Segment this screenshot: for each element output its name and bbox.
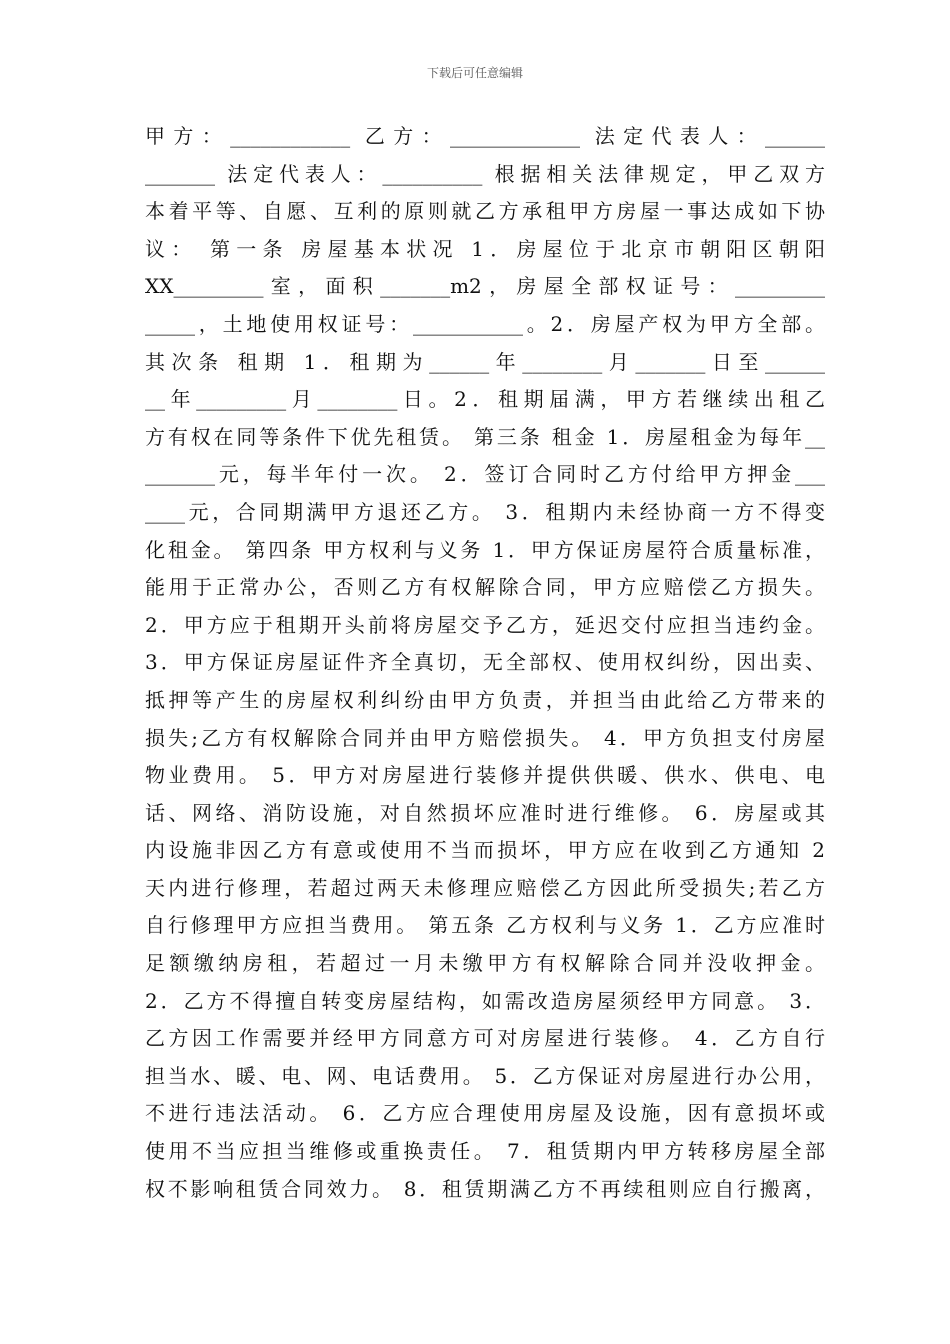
text-line: _____，土地使用权证号：___________。2．房屋产权为甲方全部。 <box>145 311 825 336</box>
text-line: 天内进行修理，若超过两天未修理应赔偿乙方因此所受损失;若乙方 <box>145 875 825 900</box>
text-line: 乙方因工作需要并经甲方同意方可对房屋进行装修。 4．乙方自行 <box>145 1026 825 1051</box>
text-line: 话、网络、消防设施，对自然损坏应准时进行维修。 6．房屋或其 <box>145 800 825 825</box>
text-line: 甲方：____________ 乙方：_____________ 法定代表人：______ <box>145 124 825 148</box>
text-line: 本着平等、自愿、互利的原则就乙方承租甲方房屋一事达成如下协 <box>145 199 825 224</box>
text-line: 担当水、暖、电、网、电话费用。 5．乙方保证对房屋进行办公用， <box>145 1063 825 1088</box>
text-line: 议： 第一条 房屋基本状况 1．房屋位于北京市朝阳区朝阳 <box>145 236 825 261</box>
text-line: 2．甲方应于租期开头前将房屋交予乙方，延迟交付应担当违约金。 <box>145 612 825 637</box>
text-line: 权不影响租赁合同效力。 8．租赁期满乙方不再续租则应自行搬离， <box>145 1176 825 1201</box>
text-line: __年_________月________日。2．租期届满，甲方若继续出租乙 <box>145 387 825 412</box>
text-line: XX_________室，面积_______m2，房屋全部权证号：_________ <box>145 274 825 299</box>
text-line: 内设施非因乙方有意或使用不当而损坏，甲方应在收到乙方通知 2 <box>145 838 825 863</box>
text-line: 3．甲方保证房屋证件齐全真切，无全部权、使用权纠纷，因出卖、 <box>145 650 825 675</box>
text-line: 其次条 租期 1．租期为______年________月_______日至______ <box>145 349 825 374</box>
text-line: 抵押等产生的房屋权利纠纷由甲方负责，并担当由此给乙方带来的 <box>145 687 825 712</box>
text-line: ____元，合同期满甲方退还乙方。 3．租期内未经协商一方不得变 <box>145 499 825 524</box>
text-line: 物业费用。 5．甲方对房屋进行装修并提供供暖、供水、供电、电 <box>145 763 825 788</box>
text-line: _______元，每半年付一次。 2．签订合同时乙方付给甲方押金___ <box>145 462 825 487</box>
text-line: 足额缴纳房租，若超过一月未缴甲方有权解除合同并没收押金。 <box>145 951 825 976</box>
text-line: 自行修理甲方应担当费用。 第五条 乙方权利与义务 1．乙方应准时 <box>145 913 825 938</box>
text-line: 损失;乙方有权解除合同并由甲方赔偿损失。 4．甲方负担支付房屋 <box>145 725 825 750</box>
text-line: 2．乙方不得擅自转变房屋结构，如需改造房屋须经甲方同意。 3． <box>145 988 825 1013</box>
text-line: 化租金。 第四条 甲方权利与义务 1．甲方保证房屋符合质量标准， <box>145 537 825 562</box>
text-line: 不进行违法活动。 6．乙方应合理使用房屋及设施，因有意损坏或 <box>145 1101 825 1126</box>
text-line: 使用不当应担当维修或重换责任。 7．租赁期内甲方转移房屋全部 <box>145 1139 825 1164</box>
text-line: _______ 法定代表人：__________ 根据相关法律规定，甲乙双方 <box>145 161 825 186</box>
text-line: 方有权在同等条件下优先租赁。 第三条 租金 1．房屋租金为每年__ <box>145 424 825 449</box>
page-header-note: 下载后可任意编辑 <box>426 66 523 80</box>
text-line: 能用于正常办公，否则乙方有权解除合同，甲方应赔偿乙方损失。 <box>145 575 825 600</box>
contract-body <box>145 118 825 1208</box>
